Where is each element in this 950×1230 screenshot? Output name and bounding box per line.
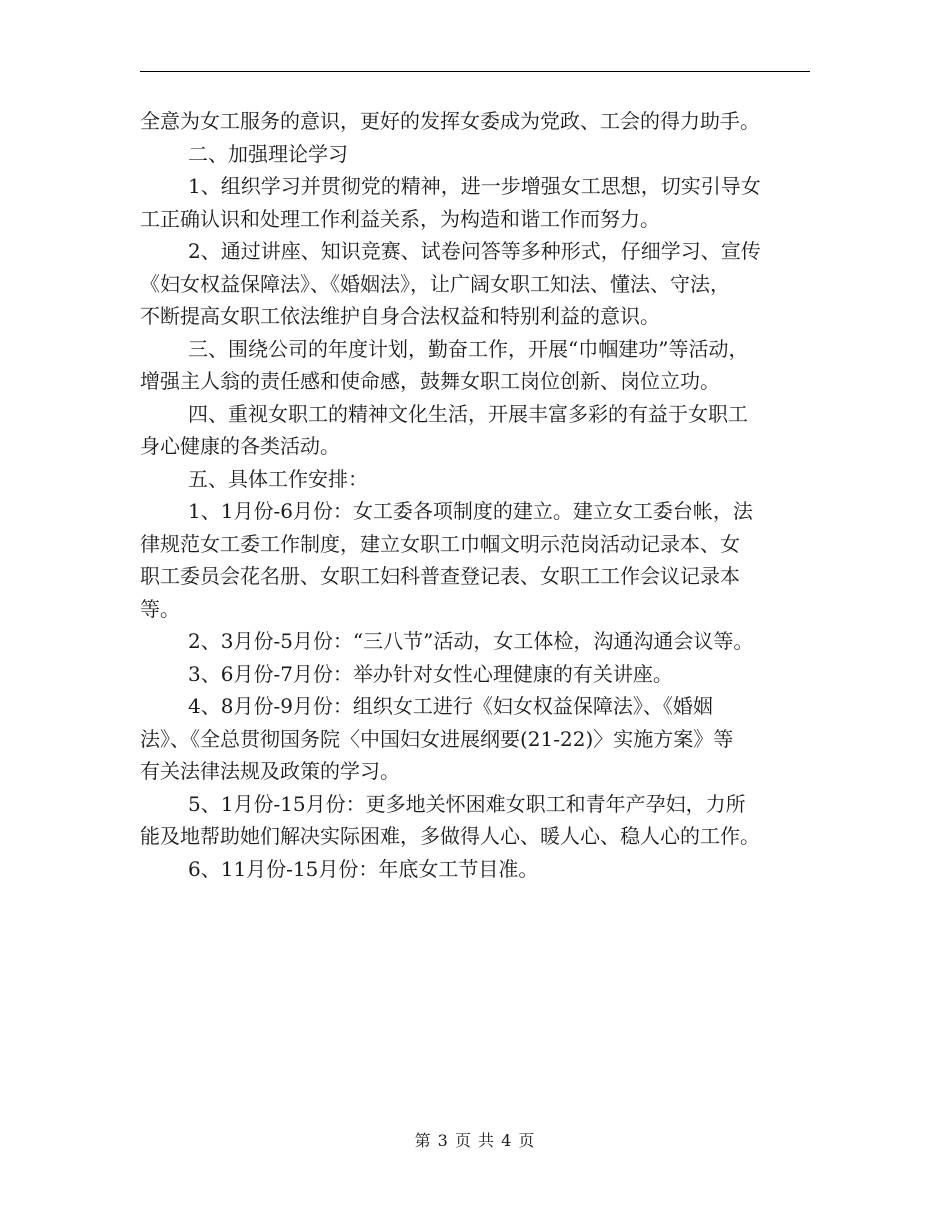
text-line: 6、11月份-15月份：年底女工节目准。 bbox=[188, 856, 539, 881]
text-line: 不断提高女职工依法维护自身合法权益和特别利益的意识。 bbox=[140, 304, 660, 328]
text-line: 2、通过讲座、知识竞赛、试卷问答等多种形式，仔细学习、宣传 bbox=[188, 239, 761, 263]
text-line: 增强主人翁的责任感和使命感，鼓舞女职工岗位创新、岗位立功。 bbox=[140, 369, 720, 393]
document-body bbox=[140, 105, 830, 885]
text-line: 三、围绕公司的年度计划，勤奋工作，开展“巾帼建功”等活动， bbox=[188, 336, 749, 361]
text-line: 身心健康的各类活动。 bbox=[140, 434, 340, 458]
text-line: 有关法律法规及政策的学习。 bbox=[140, 759, 400, 783]
text-line: 1、组织学习并贯彻党的精神，进一步增强女工思想，切实引导女 bbox=[188, 174, 761, 198]
text-line: 律规范女工委工作制度，建立女职工巾帼文明示范岗活动记录本、女 bbox=[140, 531, 740, 556]
text-line: 二、加强理论学习 bbox=[188, 141, 348, 166]
text-line: 全意为女工服务的意识，更好的发挥女委成为党政、工会的得力助手。 bbox=[140, 109, 760, 133]
text-line: 等。 bbox=[140, 596, 180, 621]
text-line: 五、具体工作安排： bbox=[188, 466, 368, 491]
text-line: 2、3月份-5月份：“三八节”活动，女工体检，沟通沟通会议等。 bbox=[188, 629, 754, 653]
text-line: 3、6月份-7月份：举办针对女性心理健康的有关讲座。 bbox=[188, 661, 673, 686]
header-rule bbox=[140, 71, 810, 72]
text-line: 5、1月份-15月份：更多地关怀困难女职工和青年产孕妇，力所 bbox=[188, 791, 746, 816]
text-line: 4、8月份-9月份：组织女工进行《妇女权益保障法》、《婚姻 bbox=[188, 694, 713, 718]
text-line: 《妇女权益保障法》、《婚姻法》，让广阔女职工知法、懂法、守法， bbox=[140, 271, 730, 296]
text-line: 1、1月份-6月份：女工委各项制度的建立。建立女工委台帐，法 bbox=[188, 499, 753, 523]
text-line: 四、重视女职工的精神文化生活，开展丰富多彩的有益于女职工 bbox=[188, 401, 748, 426]
text-line: 职工委员会花名册、女职工妇科普查登记表、女职工工作会议记录本 bbox=[140, 564, 740, 588]
text-line: 能及地帮助她们解决实际困难，多做得人心、暖人心、稳人心的工作。 bbox=[140, 824, 760, 848]
text-line: 工正确认识和处理工作利益关系，为构造和谐工作而努力。 bbox=[140, 206, 660, 231]
text-line: 法》、《全总贯彻国务院〈中国妇女进展纲要(21-22)〉实施方案》等 bbox=[140, 726, 734, 751]
page-number-footer: 第 3 页 共 4 页 bbox=[414, 1131, 536, 1150]
